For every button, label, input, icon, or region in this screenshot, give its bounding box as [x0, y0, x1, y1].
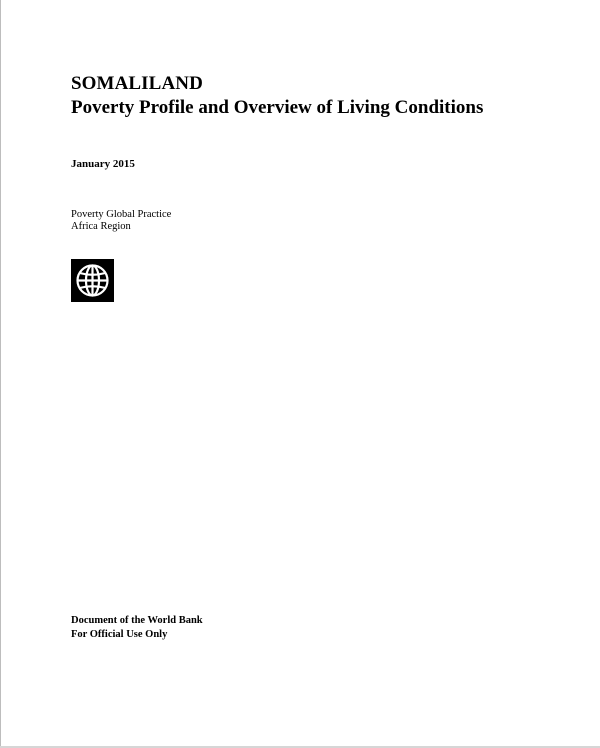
publication-date: January 2015: [71, 158, 135, 170]
world-bank-globe-icon: [71, 259, 114, 302]
document-subtitle: Poverty Profile and Overview of Living Conditions: [71, 97, 484, 118]
region-name: Africa Region: [71, 221, 131, 232]
footer-document-of: Document of the World Bank: [71, 615, 203, 626]
department-name: Poverty Global Practice: [71, 209, 172, 220]
document-title: SOMALILAND: [71, 73, 203, 94]
footer-official-use: For Official Use Only: [71, 629, 168, 640]
page-left-border: [0, 0, 1, 748]
